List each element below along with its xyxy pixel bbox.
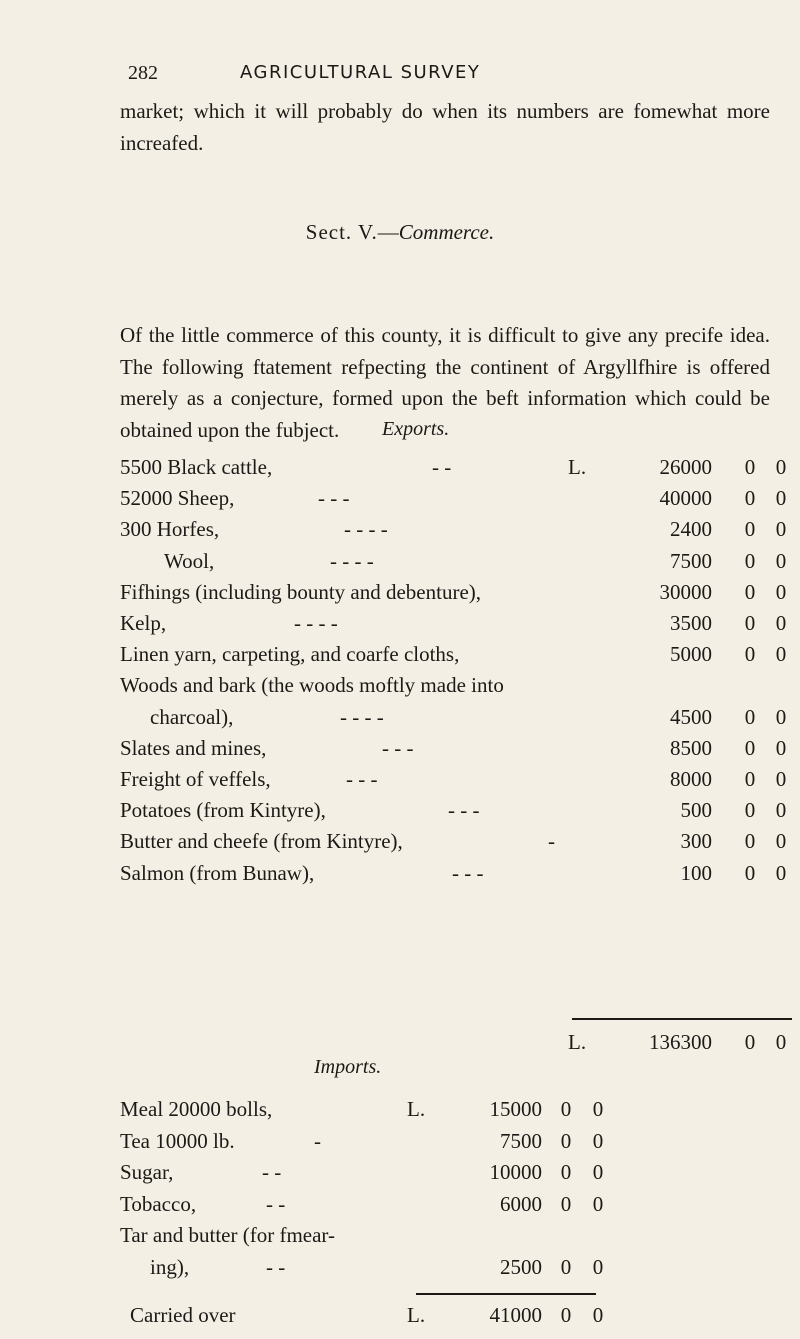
row-pence: 0: [775, 642, 787, 667]
table-row: [0, 1097, 800, 1127]
row-shillings: 0: [744, 517, 756, 542]
row-label: Woods and bark (the woods moftly made into: [120, 673, 504, 698]
section-heading: [0, 220, 800, 245]
row-pence: 0: [775, 579, 787, 604]
row-label: Freight of veffels,: [120, 767, 271, 791]
row-pence: 0: [592, 1097, 604, 1121]
row-label: Potatoes (from Kintyre),: [120, 798, 326, 823]
row-leader-dashes: - - -: [318, 486, 350, 511]
carried-over-shillings: 0: [560, 1303, 572, 1327]
row-shillings: 0: [744, 767, 756, 791]
row-shillings: 0: [744, 611, 756, 635]
row-leader-dashes: - - - -: [340, 704, 384, 729]
total-amount: 136300: [649, 1030, 712, 1054]
table-row: [0, 1255, 800, 1285]
table-row: [0, 455, 800, 485]
running-head: [128, 62, 768, 92]
row-amount: 2400: [670, 517, 712, 542]
row-amount: 3500: [670, 611, 712, 635]
row-label: Meal 20000 bolls,: [120, 1097, 273, 1121]
row-pence: 0: [775, 735, 787, 760]
row-pence: 0: [775, 829, 787, 854]
table-row: [0, 486, 800, 516]
row-pence: 0: [592, 1255, 604, 1279]
row-amount: 7500: [670, 548, 712, 573]
row-leader-dashes: - - -: [346, 767, 378, 791]
row-leader-dashes: - - - -: [344, 517, 388, 542]
table-row: [0, 1160, 800, 1190]
row-label: ing),: [150, 1255, 190, 1279]
table-row: [0, 736, 800, 766]
row-label: Tobacco,: [120, 1191, 197, 1216]
row-label: Kelp,: [120, 611, 167, 635]
table-row: [0, 1129, 800, 1159]
total-prefix: L.: [568, 1030, 587, 1054]
row-shillings: 0: [744, 548, 756, 573]
row-pence: 0: [775, 517, 787, 542]
table-row: [0, 580, 800, 610]
row-amount: 7500: [500, 1128, 542, 1153]
row-amount: 8000: [670, 767, 712, 791]
row-label: Slates and mines,: [120, 735, 267, 760]
row-shillings: 0: [560, 1128, 572, 1153]
row-label: Butter and cheefe (from Kintyre),: [120, 829, 403, 854]
intro-paragraph: market; which it will probably do when its numbers are fomewhat more increafed.: [120, 99, 770, 155]
row-label: 300 Horfes,: [120, 517, 220, 542]
row-pence: 0: [775, 611, 787, 635]
table-row: [0, 517, 800, 547]
row-amount: 100: [680, 860, 712, 885]
row-pence: 0: [775, 767, 787, 791]
carried-over-prefix: L.: [407, 1303, 426, 1327]
row-pence: 0: [775, 704, 787, 729]
table-row: [0, 767, 800, 797]
row-pence: 0: [775, 548, 787, 573]
row-shillings: 0: [744, 455, 756, 479]
row-currency-prefix: L.: [568, 455, 587, 479]
row-shillings: 0: [744, 704, 756, 729]
row-leader-dashes: - - -: [448, 798, 480, 823]
carried-over-label: Carried over: [130, 1303, 236, 1327]
row-shillings: 0: [744, 860, 756, 885]
table-row: [0, 673, 800, 703]
row-pence: 0: [775, 486, 787, 511]
row-amount: 2500: [500, 1255, 542, 1279]
row-amount: 10000: [489, 1160, 542, 1185]
section-label: Sect. V.: [305, 220, 378, 244]
row-amount: 500: [680, 798, 712, 823]
row-pence: 0: [592, 1128, 604, 1153]
row-shillings: 0: [744, 486, 756, 511]
total-shillings: 0: [744, 1030, 756, 1054]
exports-total-rule: [572, 1018, 792, 1020]
row-shillings: 0: [744, 642, 756, 667]
imports-heading: Imports.: [314, 1056, 382, 1078]
row-label: Salmon (from Bunaw),: [120, 860, 315, 885]
carried-over-pence: 0: [592, 1303, 604, 1327]
row-shillings: 0: [560, 1097, 572, 1121]
row-leader-dashes: -: [314, 1128, 321, 1153]
row-amount: 8500: [670, 735, 712, 760]
table-row: [0, 861, 800, 891]
row-label: Tar and butter (for fmear-: [120, 1223, 335, 1248]
row-amount: 40000: [659, 486, 712, 511]
row-shillings: 0: [560, 1191, 572, 1216]
row-pence: 0: [775, 455, 787, 479]
table-row: [0, 1192, 800, 1222]
row-label: 52000 Sheep,: [120, 486, 235, 511]
section-dash: —: [377, 220, 399, 244]
row-amount: 300: [680, 829, 712, 854]
total-pence: 0: [775, 1030, 787, 1054]
row-leader-dashes: - - - -: [294, 611, 338, 635]
row-leader-dashes: - -: [266, 1255, 286, 1279]
row-label: Sugar,: [120, 1160, 174, 1185]
row-amount: 30000: [659, 579, 712, 604]
row-amount: 15000: [489, 1097, 542, 1121]
row-leader-dashes: -: [548, 829, 555, 854]
section-title: Commerce.: [398, 220, 495, 244]
table-row: [0, 1223, 800, 1253]
table-row: [0, 829, 800, 859]
table-row: [0, 642, 800, 672]
row-label: Tea 10000 lb.: [120, 1128, 235, 1153]
row-shillings: 0: [560, 1160, 572, 1185]
row-leader-dashes: - -: [432, 455, 452, 479]
row-label: Fifhings (including bounty and debenture),: [120, 579, 482, 604]
row-currency-prefix: L.: [407, 1097, 426, 1121]
row-label: 5500 Black cattle,: [120, 455, 273, 479]
row-label: Wool,: [164, 548, 215, 573]
row-amount: 5000: [670, 642, 712, 667]
row-pence: 0: [775, 798, 787, 823]
running-title: AGRICULTURAL SURVEY: [240, 62, 481, 83]
exports-heading: Exports.: [382, 418, 450, 440]
row-amount: 4500: [670, 704, 712, 729]
page-number: 282: [128, 62, 158, 84]
row-leader-dashes: - - - -: [330, 548, 374, 573]
table-row: [0, 549, 800, 579]
row-amount: 6000: [500, 1191, 542, 1216]
table-row: [0, 611, 800, 641]
row-leader-dashes: - -: [262, 1160, 282, 1185]
table-row: [0, 798, 800, 828]
row-pence: 0: [592, 1160, 604, 1185]
row-leader-dashes: - - -: [452, 860, 484, 885]
row-shillings: 0: [744, 829, 756, 854]
carried-over-amount: 41000: [489, 1303, 542, 1327]
row-leader-dashes: - - -: [382, 735, 414, 760]
row-shillings: 0: [744, 579, 756, 604]
row-leader-dashes: - -: [266, 1191, 286, 1216]
body-paragraph: Of the little commerce of this county, it is difficult to give any precife idea. The following ftatement refpecting the continent of Argyllfhire is offered merely as a conjecture, formed upon the beft information which could be obtained upon the fubject.: [120, 323, 770, 442]
carried-over-row: [0, 1303, 800, 1333]
row-pence: 0: [592, 1191, 604, 1216]
row-label: Linen yarn, carpeting, and coarfe cloths,: [120, 642, 460, 667]
carried-over-rule: [416, 1293, 596, 1295]
row-shillings: 0: [744, 735, 756, 760]
row-amount: 26000: [659, 455, 712, 479]
row-label: charcoal),: [150, 704, 234, 729]
row-pence: 0: [775, 860, 787, 885]
row-shillings: 0: [744, 798, 756, 823]
row-shillings: 0: [560, 1255, 572, 1279]
table-row: [0, 705, 800, 735]
